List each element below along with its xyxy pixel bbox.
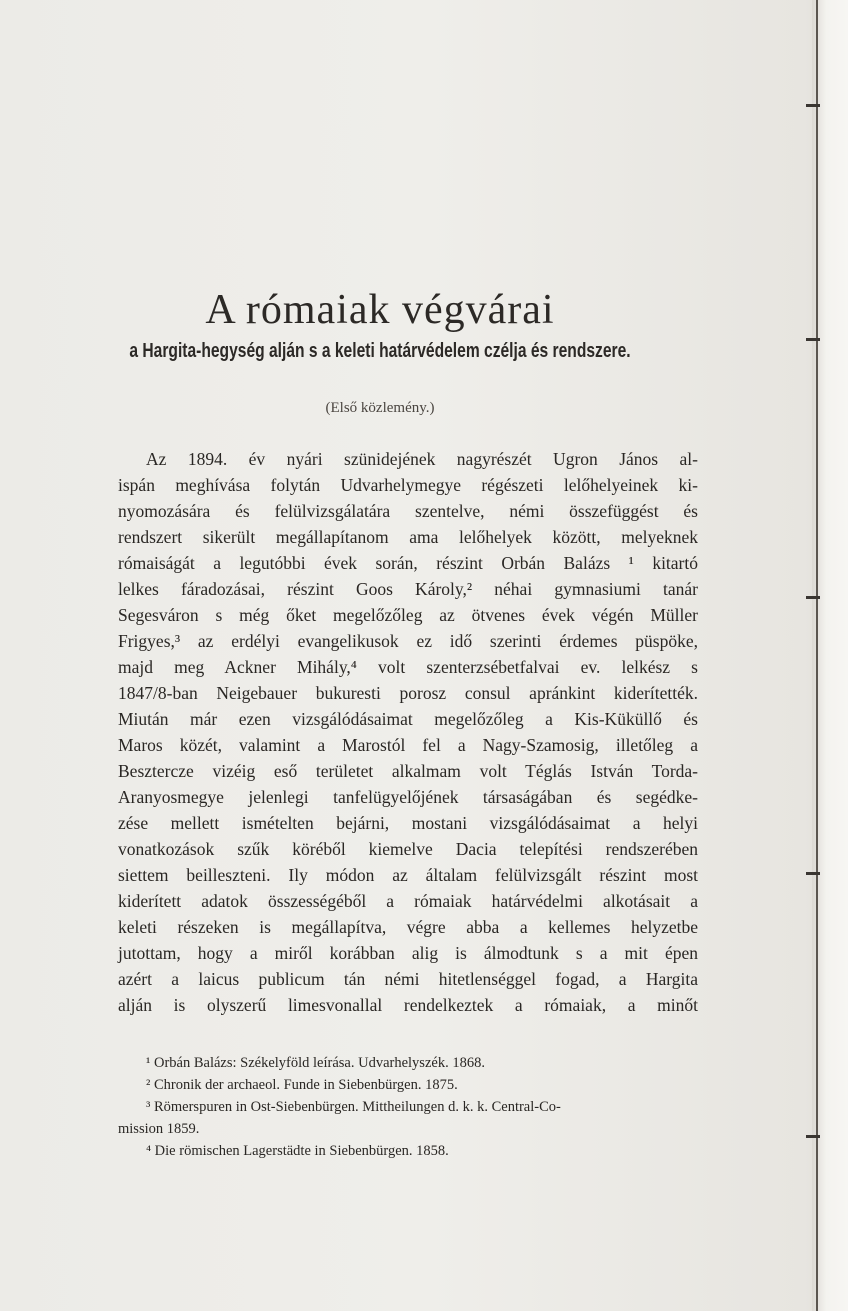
text-line: Frigyes,³ az erdélyi evangelikusok ez idő szerinti érdemes püspöke, <box>118 631 698 651</box>
text-line: ispán meghívása folytán Udvarhelymegye régészeti lelőhelyeinek ki- <box>118 475 698 495</box>
footnote: ³ Römerspuren in Ost-Siebenbürgen. Mittheilungen d. k. k. Central-Co- <box>146 1099 561 1115</box>
text-line: kiderített adatok összességéből a rómaiak határvédelmi alkotásait a <box>118 891 698 911</box>
footnote: ⁴ Die römischen Lagerstädte in Siebenbürgen. 1858. <box>146 1143 449 1159</box>
series-note: (Első közlemény.) <box>325 400 435 416</box>
footnote: ¹ Orbán Balázs: Székelyföld leírása. Udvarhelyszék. 1868. <box>146 1055 485 1071</box>
spine-mark <box>806 1135 820 1138</box>
text-line: rendszert sikerült megállapítanom ama lelőhelyek között, melyeknek <box>118 527 698 547</box>
text-line: lelkes fáradozásai, részint Goos Károly,² néhai gymnasiumi tanár <box>118 579 698 599</box>
text-line: Segesváron s még őket megelőzőleg az ötvenes évek végén Müller <box>118 605 698 625</box>
text-line: azért a laicus publicum tán némi hitetlenséggel fogad, a Hargita <box>118 969 698 989</box>
spine-mark <box>806 338 820 341</box>
text-line: Miután már ezen vizsgálódásaimat megelőzőleg a Kis-Küküllő és <box>118 709 698 729</box>
page-title: A rómaiak végvárai <box>205 287 555 333</box>
text-line: Besztercze vizéig eső területet alkalmam volt Téglás István Torda- <box>118 761 698 781</box>
text-line: alján is olyszerű limesvonallal rendelkeztek a rómaiak, a minőt <box>118 995 698 1015</box>
spine-mark <box>806 872 820 875</box>
text-line: vonatkozások szűk köréből kiemelve Dacia telepítési rendszerében <box>118 839 698 859</box>
text-line: siettem beilleszteni. Ily módon az általam felülvizsgált részint most <box>118 865 698 885</box>
spine-mark <box>806 596 820 599</box>
spine-mark <box>806 104 820 107</box>
text-line: Az 1894. év nyári szünidejének nagyrészét Ugron János al- <box>146 449 698 469</box>
text-line: nyomozására és felülvizsgálatára szentelve, némi összefüggést és <box>118 501 698 521</box>
page-subtitle: a Hargita-hegység alján s a keleti határvédelem czélja és rendszere. <box>129 340 631 362</box>
text-line: Maros közét, valamint a Marostól fel a Nagy-Szamosig, illetőleg a <box>118 735 698 755</box>
text-line: 1847/8-ban Neigebauer bukuresti porosz consul apránkint kiderítették. <box>118 683 698 703</box>
text-line: majd meg Ackner Mihály,⁴ volt szenterzsébetfalvai ev. lelkész s <box>118 657 698 677</box>
body-text <box>118 446 698 1018</box>
footnotes <box>118 1052 698 1162</box>
spine-edge <box>816 0 818 1311</box>
footnote: ² Chronik der archaeol. Funde in Siebenbürgen. 1875. <box>146 1077 458 1093</box>
text-line: rómaiságát a legutóbbi évek során, részint Orbán Balázs ¹ kitartó <box>118 553 698 573</box>
text-line: zése mellett ismételten bejárni, mostani vizsgálódásaimat a helyi <box>118 813 698 833</box>
text-line: keleti részeken is megállapítva, végre abba a kellemes helyzetbe <box>118 917 698 937</box>
text-line: jutottam, hogy a miről korábban alig is álmodtunk s a mit épen <box>118 943 698 963</box>
footnote-continuation: mission 1859. <box>118 1121 200 1137</box>
text-line: Aranyosmegye jelenlegi tanfelügyelőjének társaságában és segédke- <box>118 787 698 807</box>
